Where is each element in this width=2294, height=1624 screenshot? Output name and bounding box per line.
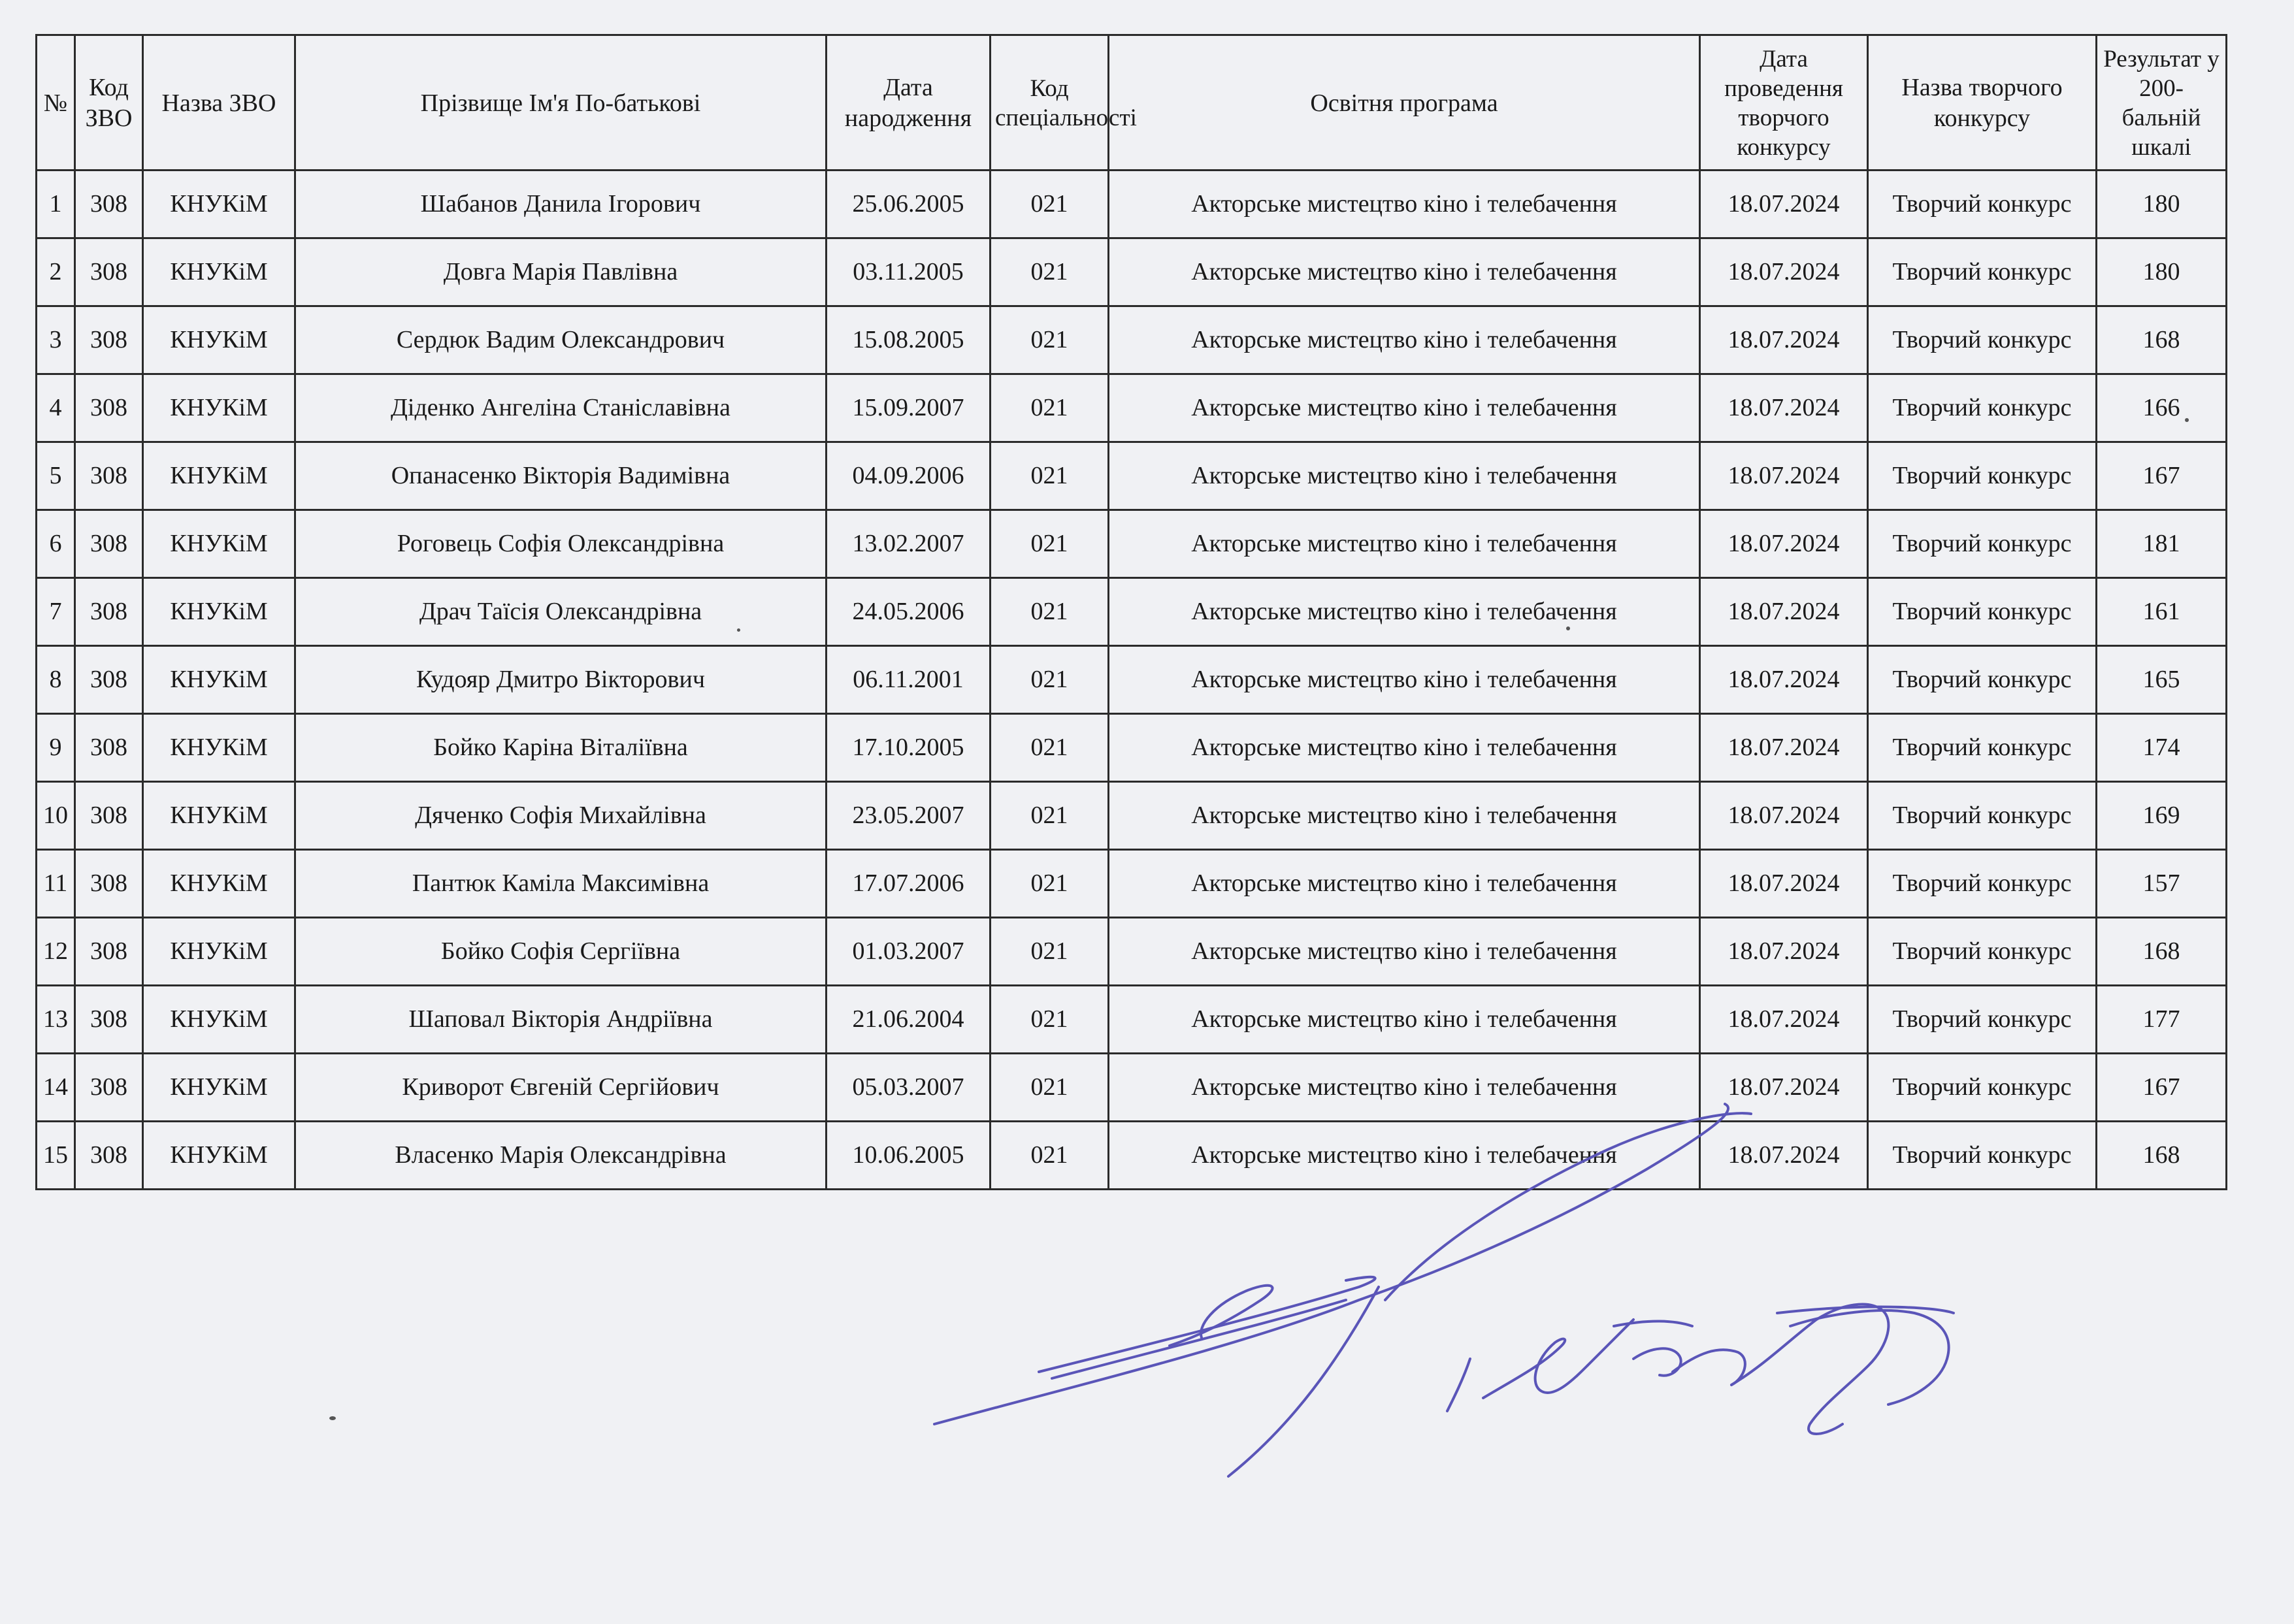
cell-contest-name: Творчий конкурс <box>1868 646 2097 714</box>
cell-result-score: 168 <box>2097 1122 2227 1190</box>
cell-contest-date: 18.07.2024 <box>1700 374 1868 442</box>
cell-full-name: Дяченко Софія Михайлівна <box>295 782 827 850</box>
cell-institution-name: КНУКіМ <box>143 986 295 1054</box>
cell-birth-date: 13.02.2007 <box>827 510 991 578</box>
cell-result-score: 165 <box>2097 646 2227 714</box>
cell-contest-name: Творчий конкурс <box>1868 714 2097 782</box>
cell-institution-name: КНУКіМ <box>143 374 295 442</box>
scan-speck <box>2185 418 2189 422</box>
cell-birth-date: 15.09.2007 <box>827 374 991 442</box>
cell-birth-date: 25.06.2005 <box>827 171 991 238</box>
cell-education-program: Акторське мистецтво кіно і телебачення <box>1109 646 1700 714</box>
cell-specialty-code: 021 <box>991 986 1109 1054</box>
cell-contest-name: Творчий конкурс <box>1868 1054 2097 1122</box>
table-row <box>37 1054 2227 1122</box>
cell-number: 12 <box>37 918 75 986</box>
cell-result-score: 174 <box>2097 714 2227 782</box>
cell-birth-date: 23.05.2007 <box>827 782 991 850</box>
cell-contest-date: 18.07.2024 <box>1700 1054 1868 1122</box>
cell-full-name: Роговець Софія Олександрівна <box>295 510 827 578</box>
cell-number: 5 <box>37 442 75 510</box>
cell-institution-code: 308 <box>75 918 143 986</box>
cell-contest-name: Творчий конкурс <box>1868 986 2097 1054</box>
table-row <box>37 850 2227 918</box>
table-row <box>37 442 2227 510</box>
cell-education-program: Акторське мистецтво кіно і телебачення <box>1109 306 1700 374</box>
table-row <box>37 306 2227 374</box>
cell-number: 6 <box>37 510 75 578</box>
cell-institution-code: 308 <box>75 238 143 306</box>
cell-birth-date: 15.08.2005 <box>827 306 991 374</box>
table-header-row <box>37 35 2227 171</box>
cell-education-program: Акторське мистецтво кіно і телебачення <box>1109 1054 1700 1122</box>
cell-specialty-code: 021 <box>991 510 1109 578</box>
cell-contest-name: Творчий конкурс <box>1868 374 2097 442</box>
cell-specialty-code: 021 <box>991 782 1109 850</box>
cell-result-score: 167 <box>2097 442 2227 510</box>
cell-full-name: Діденко Ангеліна Станіславівна <box>295 374 827 442</box>
header-number: № <box>37 35 75 171</box>
cell-institution-name: КНУКіМ <box>143 510 295 578</box>
cell-full-name: Довга Марія Павлівна <box>295 238 827 306</box>
header-institution-code: Код ЗВО <box>75 35 143 171</box>
cell-result-score: 180 <box>2097 171 2227 238</box>
cell-result-score: 177 <box>2097 986 2227 1054</box>
cell-birth-date: 10.06.2005 <box>827 1122 991 1190</box>
cell-education-program: Акторське мистецтво кіно і телебачення <box>1109 238 1700 306</box>
cell-number: 13 <box>37 986 75 1054</box>
cell-contest-name: Творчий конкурс <box>1868 171 2097 238</box>
cell-number: 4 <box>37 374 75 442</box>
cell-institution-name: КНУКіМ <box>143 442 295 510</box>
cell-full-name: Сердюк Вадим Олександрович <box>295 306 827 374</box>
cell-education-program: Акторське мистецтво кіно і телебачення <box>1109 510 1700 578</box>
cell-birth-date: 17.10.2005 <box>827 714 991 782</box>
table-row <box>37 510 2227 578</box>
table-row <box>37 782 2227 850</box>
cell-education-program: Акторське мистецтво кіно і телебачення <box>1109 171 1700 238</box>
cell-institution-code: 308 <box>75 850 143 918</box>
cell-full-name: Бойко Софія Сергіївна <box>295 918 827 986</box>
cell-contest-date: 18.07.2024 <box>1700 238 1868 306</box>
header-contest-name: Назва творчого конкурсу <box>1868 35 2097 171</box>
table-row <box>37 986 2227 1054</box>
cell-contest-name: Творчий конкурс <box>1868 782 2097 850</box>
cell-specialty-code: 021 <box>991 238 1109 306</box>
cell-education-program: Акторське мистецтво кіно і телебачення <box>1109 374 1700 442</box>
cell-contest-date: 18.07.2024 <box>1700 442 1868 510</box>
cell-birth-date: 03.11.2005 <box>827 238 991 306</box>
cell-contest-date: 18.07.2024 <box>1700 1122 1868 1190</box>
cell-institution-name: КНУКіМ <box>143 306 295 374</box>
cell-education-program: Акторське мистецтво кіно і телебачення <box>1109 918 1700 986</box>
cell-number: 7 <box>37 578 75 646</box>
cell-specialty-code: 021 <box>991 374 1109 442</box>
scan-speck <box>329 1416 336 1420</box>
cell-contest-date: 18.07.2024 <box>1700 510 1868 578</box>
cell-full-name: Бойко Каріна Віталіївна <box>295 714 827 782</box>
header-full-name: Прізвище Ім'я По-батькові <box>295 35 827 171</box>
cell-result-score: 161 <box>2097 578 2227 646</box>
header-education-program: Освітня програма <box>1109 35 1700 171</box>
header-birth-date: Дата народження <box>827 35 991 171</box>
cell-result-score: 168 <box>2097 306 2227 374</box>
cell-contest-date: 18.07.2024 <box>1700 171 1868 238</box>
header-result-score: Результат у 200-бальній шкалі <box>2097 35 2227 171</box>
cell-birth-date: 06.11.2001 <box>827 646 991 714</box>
cell-number: 9 <box>37 714 75 782</box>
cell-contest-date: 18.07.2024 <box>1700 578 1868 646</box>
cell-number: 11 <box>37 850 75 918</box>
cell-birth-date: 04.09.2006 <box>827 442 991 510</box>
cell-specialty-code: 021 <box>991 306 1109 374</box>
cell-institution-name: КНУКіМ <box>143 782 295 850</box>
cell-specialty-code: 021 <box>991 442 1109 510</box>
cell-specialty-code: 021 <box>991 918 1109 986</box>
cell-specialty-code: 021 <box>991 1054 1109 1122</box>
cell-full-name: Шабанов Данила Ігорович <box>295 171 827 238</box>
cell-institution-code: 308 <box>75 306 143 374</box>
cell-specialty-code: 021 <box>991 850 1109 918</box>
cell-education-program: Акторське мистецтво кіно і телебачення <box>1109 442 1700 510</box>
cell-result-score: 167 <box>2097 1054 2227 1122</box>
cell-number: 10 <box>37 782 75 850</box>
cell-result-score: 168 <box>2097 918 2227 986</box>
cell-specialty-code: 021 <box>991 578 1109 646</box>
header-specialty-code: Код спеціальності <box>991 35 1109 171</box>
cell-contest-name: Творчий конкурс <box>1868 510 2097 578</box>
cell-institution-code: 308 <box>75 1122 143 1190</box>
cell-institution-code: 308 <box>75 714 143 782</box>
cell-number: 8 <box>37 646 75 714</box>
cell-full-name: Кудояр Дмитро Вікторович <box>295 646 827 714</box>
cell-birth-date: 05.03.2007 <box>827 1054 991 1122</box>
cell-contest-date: 18.07.2024 <box>1700 306 1868 374</box>
cell-birth-date: 21.06.2004 <box>827 986 991 1054</box>
cell-education-program: Акторське мистецтво кіно і телебачення <box>1109 714 1700 782</box>
table-row <box>37 646 2227 714</box>
scan-speck <box>1566 626 1570 630</box>
cell-institution-code: 308 <box>75 171 143 238</box>
cell-full-name: Пантюк Каміла Максимівна <box>295 850 827 918</box>
cell-number: 3 <box>37 306 75 374</box>
cell-number: 2 <box>37 238 75 306</box>
cell-institution-name: КНУКіМ <box>143 918 295 986</box>
cell-full-name: Криворот Євгеній Сергійович <box>295 1054 827 1122</box>
results-table-body <box>37 171 2227 1190</box>
cell-institution-code: 308 <box>75 986 143 1054</box>
cell-education-program: Акторське мистецтво кіно і телебачення <box>1109 850 1700 918</box>
cell-result-score: 181 <box>2097 510 2227 578</box>
cell-result-score: 180 <box>2097 238 2227 306</box>
cell-contest-date: 18.07.2024 <box>1700 782 1868 850</box>
cell-contest-name: Творчий конкурс <box>1868 578 2097 646</box>
cell-institution-name: КНУКіМ <box>143 646 295 714</box>
cell-contest-name: Творчий конкурс <box>1868 1122 2097 1190</box>
cell-specialty-code: 021 <box>991 646 1109 714</box>
cell-institution-name: КНУКіМ <box>143 578 295 646</box>
cell-full-name: Власенко Марія Олександрівна <box>295 1122 827 1190</box>
cell-contest-date: 18.07.2024 <box>1700 646 1868 714</box>
cell-full-name: Опанасенко Вікторія Вадимівна <box>295 442 827 510</box>
cell-result-score: 157 <box>2097 850 2227 918</box>
cell-institution-code: 308 <box>75 510 143 578</box>
cell-result-score: 169 <box>2097 782 2227 850</box>
scan-speck <box>737 628 740 632</box>
cell-institution-name: КНУКіМ <box>143 1054 295 1122</box>
table-row <box>37 578 2227 646</box>
cell-contest-name: Творчий конкурс <box>1868 306 2097 374</box>
cell-institution-code: 308 <box>75 1054 143 1122</box>
cell-birth-date: 17.07.2006 <box>827 850 991 918</box>
cell-contest-name: Творчий конкурс <box>1868 850 2097 918</box>
cell-full-name: Драч Таїсія Олександрівна <box>295 578 827 646</box>
cell-number: 14 <box>37 1054 75 1122</box>
cell-contest-name: Творчий конкурс <box>1868 918 2097 986</box>
table-row <box>37 171 2227 238</box>
cell-institution-code: 308 <box>75 782 143 850</box>
cell-number: 1 <box>37 171 75 238</box>
cell-institution-code: 308 <box>75 646 143 714</box>
cell-contest-date: 18.07.2024 <box>1700 918 1868 986</box>
cell-education-program: Акторське мистецтво кіно і телебачення <box>1109 986 1700 1054</box>
cell-contest-date: 18.07.2024 <box>1700 714 1868 782</box>
cell-education-program: Акторське мистецтво кіно і телебачення <box>1109 1122 1700 1190</box>
table-row <box>37 1122 2227 1190</box>
cell-institution-name: КНУКіМ <box>143 714 295 782</box>
cell-contest-date: 18.07.2024 <box>1700 850 1868 918</box>
cell-contest-name: Творчий конкурс <box>1868 238 2097 306</box>
header-contest-date: Дата проведення творчого конкурсу <box>1700 35 1868 171</box>
cell-institution-code: 308 <box>75 374 143 442</box>
cell-institution-name: КНУКіМ <box>143 850 295 918</box>
header-institution-name: Назва ЗВО <box>143 35 295 171</box>
cell-number: 15 <box>37 1122 75 1190</box>
cell-contest-date: 18.07.2024 <box>1700 986 1868 1054</box>
results-table <box>35 34 2227 1190</box>
cell-full-name: Шаповал Вікторія Андріївна <box>295 986 827 1054</box>
cell-institution-name: КНУКіМ <box>143 171 295 238</box>
cell-result-score: 166 <box>2097 374 2227 442</box>
cell-birth-date: 01.03.2007 <box>827 918 991 986</box>
cell-education-program: Акторське мистецтво кіно і телебачення <box>1109 578 1700 646</box>
table-row <box>37 918 2227 986</box>
cell-institution-name: КНУКіМ <box>143 238 295 306</box>
table-row <box>37 714 2227 782</box>
cell-specialty-code: 021 <box>991 1122 1109 1190</box>
cell-institution-code: 308 <box>75 442 143 510</box>
table-row <box>37 374 2227 442</box>
cell-birth-date: 24.05.2006 <box>827 578 991 646</box>
cell-institution-name: КНУКіМ <box>143 1122 295 1190</box>
cell-specialty-code: 021 <box>991 171 1109 238</box>
table-row <box>37 238 2227 306</box>
cell-institution-code: 308 <box>75 578 143 646</box>
cell-specialty-code: 021 <box>991 714 1109 782</box>
cell-education-program: Акторське мистецтво кіно і телебачення <box>1109 782 1700 850</box>
cell-contest-name: Творчий конкурс <box>1868 442 2097 510</box>
